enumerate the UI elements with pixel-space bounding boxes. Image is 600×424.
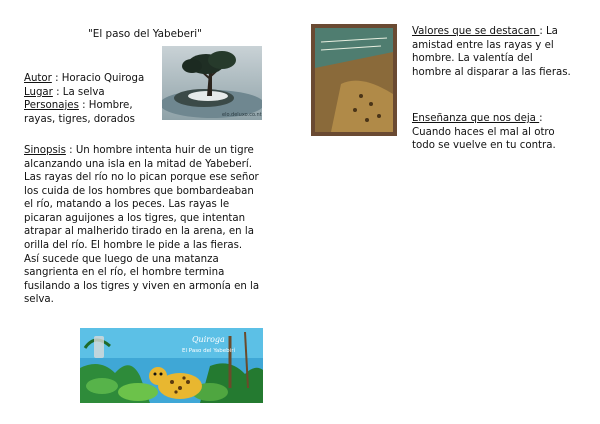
lugar-label: Lugar bbox=[24, 86, 53, 98]
sinopsis-label: Sinopsis bbox=[24, 145, 66, 156]
ensenanza-label: Enseñanza que nos deja bbox=[412, 113, 540, 124]
autor-value: : Horacio Quiroga bbox=[51, 73, 145, 84]
ensenanza-block bbox=[412, 112, 580, 153]
banner-title-line1: Quiroga bbox=[192, 335, 225, 344]
story-metadata bbox=[24, 72, 164, 126]
sinopsis-block bbox=[24, 144, 260, 307]
tree-island-image bbox=[162, 46, 262, 120]
autor-label: Autor bbox=[24, 73, 52, 84]
personajes-label: Personajes bbox=[24, 100, 79, 112]
sinopsis-text: : Un hombre intenta huir de un tigre alcanzando una isla en la mitad de Yabeberí. Las rayas del río no lo pican porque ese señor los cuida de los hombres que bombardeaban el río, matando a los peces. Las rayas le picaran aguijones a los tigres, que intentan atrapar al malherido tirado en la arena, en la orilla del río. El hombre le pide a las fieras. Así sucede que luego de una matanza sangrienta en el río, el hombre termina fusilando a los tigres y viven en armonía en la selva. bbox=[24, 145, 260, 306]
valores-label: Valores que se destacan bbox=[412, 26, 540, 37]
personajes-value: : Hombre, rayas, tigres, dorados bbox=[24, 100, 135, 125]
page-title: "El paso del Yabeberi" bbox=[88, 28, 202, 40]
lugar-value: : La selva bbox=[52, 86, 105, 98]
book-cover-photo bbox=[311, 24, 397, 136]
banner-title-line2: El Paso del Yabebirí bbox=[182, 348, 235, 354]
ensenanza-text: : Cuando haces el mal al otro todo se vuelve en tu contra. bbox=[412, 113, 556, 152]
autor-line bbox=[24, 72, 164, 86]
valores-block bbox=[412, 25, 572, 79]
jungle-banner-image bbox=[80, 328, 263, 403]
personajes-line bbox=[24, 99, 164, 126]
valores-text: : La amistad entre las rayas y el hombre. La valentía del hombre al disparar a las fieras. bbox=[412, 26, 571, 78]
tree-image-caption: elo.deluxo.co.nt bbox=[222, 112, 262, 118]
lugar-line bbox=[24, 86, 164, 100]
